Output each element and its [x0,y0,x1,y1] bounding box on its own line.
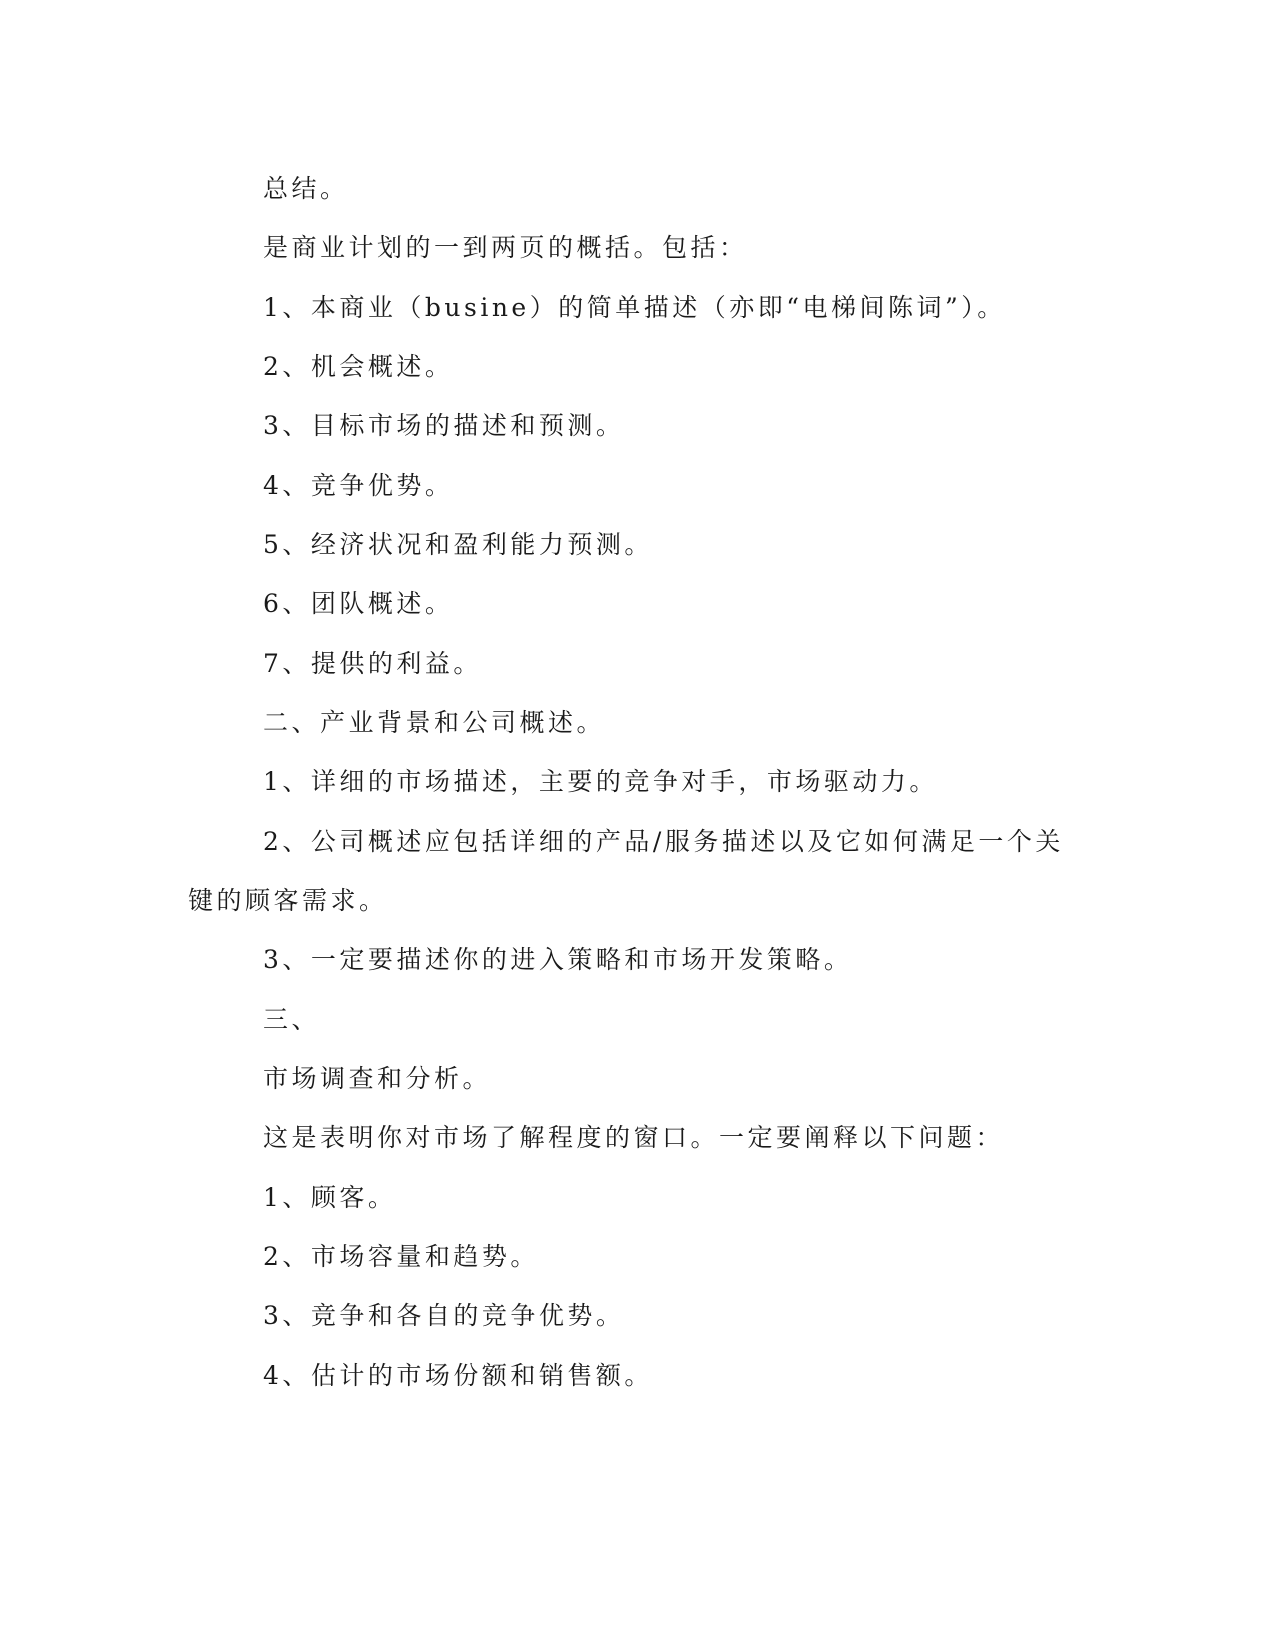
paragraph: 1、本商业（busine）的简单描述（亦即“电梯间陈词”）。 [263,293,1006,322]
paragraph: 7、提供的利益。 [263,649,482,678]
paragraph: 3、一定要描述你的进入策略和市场开发策略。 [263,945,853,974]
paragraph: 2、市场容量和趋势。 [263,1242,539,1271]
section-heading: 二、产业背景和公司概述。 [263,708,606,737]
paragraph: 1、顾客。 [263,1183,397,1212]
paragraph-continuation: 键的顾客需求。 [188,886,388,915]
paragraph: 3、目标市场的描述和预测。 [263,411,625,440]
paragraph: 6、团队概述。 [263,589,454,618]
paragraph: 是商业计划的一到两页的概括。包括： [263,233,748,262]
paragraph: 市场调查和分析。 [263,1064,492,1093]
section-heading: 三、 [263,1005,321,1034]
paragraph: 2、公司概述应包括详细的产品/服务描述以及它如何满足一个关 [263,827,1064,856]
paragraph: 总结。 [263,174,349,203]
paragraph: 这是表明你对市场了解程度的窗口。一定要阐释以下问题： [263,1123,1005,1152]
paragraph: 4、估计的市场份额和销售额。 [263,1361,653,1390]
paragraph: 3、竞争和各自的竞争优势。 [263,1301,625,1330]
paragraph: 5、经济状况和盈利能力预测。 [263,530,653,559]
paragraph: 2、机会概述。 [263,352,454,381]
paragraph: 4、竞争优势。 [263,471,454,500]
paragraph: 1、详细的市场描述，主要的竞争对手，市场驱动力。 [263,767,938,796]
